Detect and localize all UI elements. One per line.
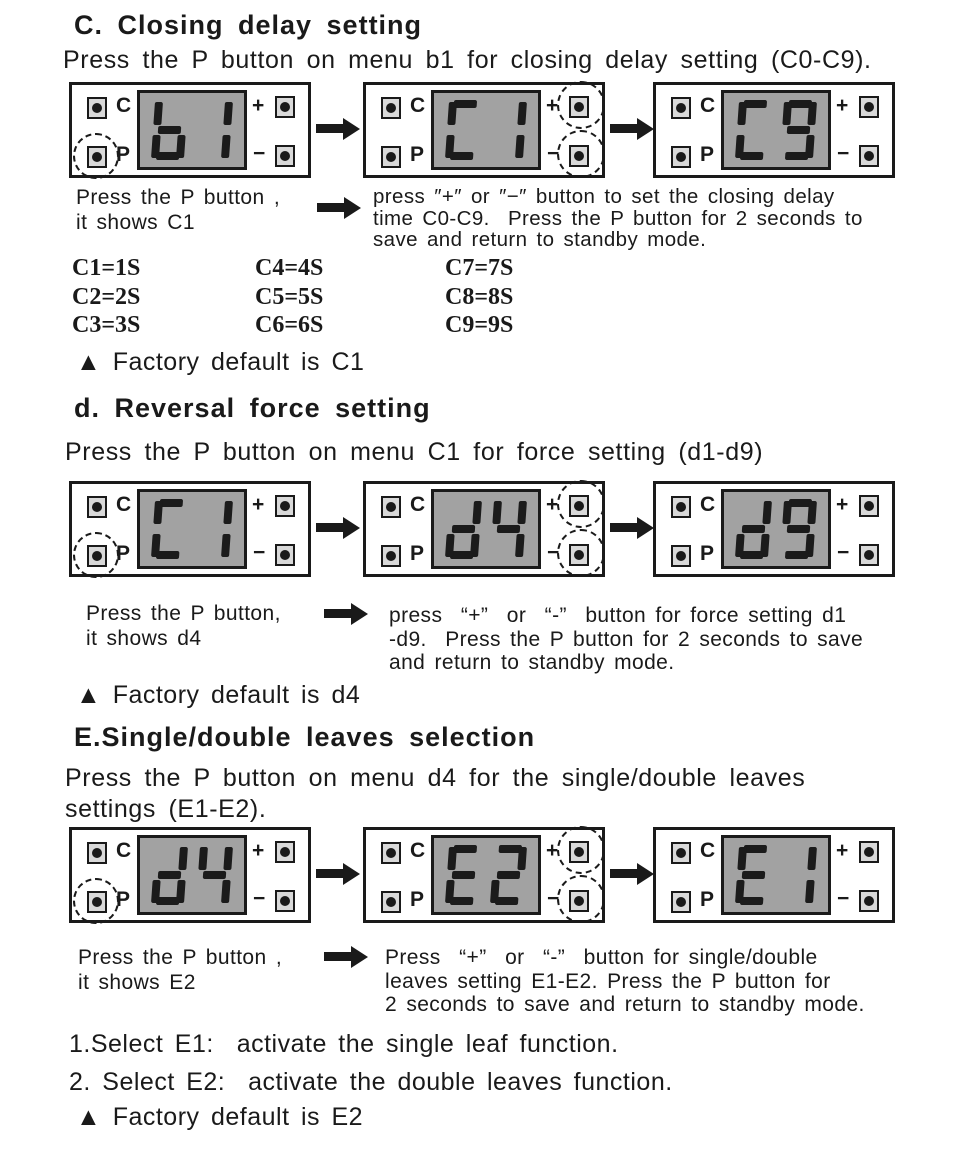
segment-e	[735, 534, 745, 557]
segment-d	[156, 152, 180, 160]
c-button-label: C	[700, 839, 716, 862]
control-panel	[363, 82, 605, 178]
section-d-heading: d. Reversal force setting	[74, 393, 431, 423]
p-button-label: P	[410, 143, 425, 166]
minus-button-label: −	[547, 142, 560, 165]
segment-a	[160, 499, 184, 507]
lcd-display	[137, 489, 247, 569]
text-line: settings (E1-E2).	[65, 795, 267, 823]
c-button-label: C	[700, 94, 716, 117]
c-button	[87, 496, 107, 518]
segment-g	[452, 525, 476, 533]
caption-arrow-icon	[324, 609, 351, 618]
minus-button-label: −	[253, 887, 266, 910]
plus-button-label: +	[836, 839, 849, 862]
segment-f	[737, 847, 747, 870]
segment-e	[151, 880, 161, 903]
segment-e	[445, 534, 455, 557]
table-column	[445, 254, 513, 340]
text-line: 2 seconds to save and return to standby mode.	[385, 993, 865, 1016]
p-button	[381, 146, 401, 168]
c-button	[381, 97, 401, 119]
segment-b	[807, 501, 817, 524]
note-select-e2: 2. Select E2: activate the double leaves function.	[69, 1068, 673, 1096]
text-line: Press the P button on menu b1 for closing delay setting (C0-C9).	[63, 46, 872, 74]
text-line: it shows d4	[86, 627, 202, 650]
caption-arrow-icon	[324, 952, 351, 961]
seven-segment-digit	[780, 499, 817, 559]
section-c-intro	[63, 45, 872, 76]
segment-b	[223, 847, 233, 870]
press-highlight-circle	[73, 133, 119, 179]
lcd-display	[431, 489, 541, 569]
p-button-label: P	[700, 888, 715, 911]
segment-d	[740, 551, 764, 559]
seven-segment-digit	[780, 100, 817, 160]
control-panel	[653, 82, 895, 178]
minus-button-label: −	[837, 541, 850, 564]
segment-g	[787, 126, 811, 134]
table-cell: C7=7S	[445, 255, 514, 281]
minus-button-label: −	[837, 142, 850, 165]
plus-button-label: +	[836, 493, 849, 516]
segment-g	[158, 126, 182, 134]
segment-c	[221, 534, 231, 557]
segment-c	[221, 880, 231, 903]
p-button-label: P	[700, 143, 715, 166]
plus-button	[275, 96, 295, 118]
segment-b	[178, 847, 188, 870]
plus-button	[859, 841, 879, 863]
segment-a	[454, 845, 478, 853]
seven-segment-digit	[490, 100, 527, 160]
segment-d	[450, 152, 474, 160]
segment-f	[153, 102, 163, 125]
seven-segment-digit	[735, 845, 772, 905]
text-line: Press the P button on menu d4 for the single/double leaves	[65, 764, 806, 792]
minus-button-label: −	[253, 142, 266, 165]
section-e-heading: E.Single/double leaves selection	[74, 722, 536, 752]
lcd-display	[721, 90, 831, 170]
table-cell: C6=6S	[255, 312, 324, 338]
flow-arrow-icon	[610, 869, 637, 878]
seven-segment-digit	[445, 100, 482, 160]
seven-segment-digit	[196, 499, 233, 559]
p-button	[381, 545, 401, 567]
segment-c	[515, 534, 525, 557]
press-highlight-circle	[557, 81, 605, 129]
segment-g	[203, 871, 227, 879]
seven-segment-digit	[445, 499, 482, 559]
plus-button	[275, 841, 295, 863]
press-highlight-circle	[557, 875, 605, 923]
c-button-label: C	[116, 839, 132, 862]
plus-button-label: +	[836, 94, 849, 117]
text-line: it shows E2	[78, 971, 196, 994]
segment-g	[497, 871, 521, 879]
text-line: and return to standby mode.	[389, 651, 675, 674]
segment-g	[497, 525, 521, 533]
segment-b	[223, 102, 233, 125]
seven-segment-digit	[196, 845, 233, 905]
caption-left-d	[86, 601, 281, 651]
factory-default-e: ▲ Factory default is E2	[76, 1103, 364, 1131]
c-button	[671, 496, 691, 518]
panel-row-e	[0, 827, 960, 923]
c-button-label: C	[410, 839, 426, 862]
segment-c	[515, 135, 525, 158]
press-highlight-circle	[557, 529, 605, 577]
p-button	[671, 891, 691, 913]
control-panel	[69, 827, 311, 923]
minus-button-label: −	[547, 541, 560, 564]
segment-d	[785, 152, 809, 160]
closing-delay-table	[72, 254, 513, 340]
segment-g	[742, 525, 766, 533]
plus-button-label: +	[252, 94, 265, 117]
press-highlight-circle	[557, 480, 605, 528]
segment-b	[223, 501, 233, 524]
table-column	[72, 254, 255, 340]
segment-d	[740, 152, 764, 160]
caption-arrow-icon	[317, 203, 344, 212]
lcd-display	[431, 90, 541, 170]
p-button-label: P	[116, 888, 131, 911]
segment-b	[517, 501, 527, 524]
lcd-display	[137, 835, 247, 915]
table-cell: C8=8S	[445, 283, 514, 310]
text-line: Press “+” or “-” button for single/double	[385, 946, 818, 969]
plus-button-label: +	[546, 839, 559, 862]
p-button-label: P	[116, 143, 131, 166]
table-cell: C3=3S	[72, 312, 141, 338]
minus-button	[275, 145, 295, 167]
seven-segment-digit	[151, 845, 188, 905]
segment-d	[785, 551, 809, 559]
table-cell: C5=5S	[255, 283, 324, 310]
segment-f	[737, 102, 747, 125]
segment-d	[156, 551, 180, 559]
p-button	[671, 545, 691, 567]
panel-row-c	[0, 82, 960, 178]
segment-d	[495, 897, 519, 905]
text-line: Press the P button on menu C1 for force setting (d1-d9)	[65, 438, 764, 466]
flow-arrow-icon	[316, 124, 343, 133]
text-line: press ″+″ or ″−″ button to set the closing delay	[373, 185, 835, 208]
minus-button-label: −	[837, 887, 850, 910]
control-panel	[363, 481, 605, 577]
control-panel	[653, 481, 895, 577]
p-button-label: P	[410, 542, 425, 565]
press-highlight-circle	[73, 532, 119, 578]
panel-row-d	[0, 481, 960, 577]
factory-default-c: ▲ Factory default is C1	[76, 348, 365, 376]
minus-button	[859, 890, 879, 912]
press-highlight-circle	[73, 878, 119, 924]
segment-c	[805, 880, 815, 903]
segment-f	[447, 102, 457, 125]
p-button	[671, 146, 691, 168]
flow-arrow-icon	[316, 523, 343, 532]
c-button-label: C	[410, 493, 426, 516]
text-line: Press the P button ,	[78, 946, 283, 969]
caption-left-e	[78, 945, 282, 995]
segment-f	[447, 847, 457, 870]
table-cell: C2=2S	[72, 283, 141, 310]
plus-button-label: +	[546, 493, 559, 516]
seven-segment-digit	[151, 499, 188, 559]
section-e-intro	[65, 763, 805, 825]
c-button	[381, 842, 401, 864]
c-button	[87, 97, 107, 119]
segment-c	[221, 135, 231, 158]
p-button-label: P	[116, 542, 131, 565]
p-button-label: P	[410, 888, 425, 911]
minus-button	[275, 890, 295, 912]
factory-default-d: ▲ Factory default is d4	[76, 681, 361, 709]
segment-d	[450, 897, 474, 905]
plus-button-label: +	[252, 493, 265, 516]
note-select-e1: 1.Select E1: activate the single leaf function.	[69, 1030, 619, 1058]
segment-b	[762, 501, 772, 524]
seven-segment-digit	[445, 845, 482, 905]
c-button	[671, 97, 691, 119]
segment-g	[742, 871, 766, 879]
segment-a	[744, 845, 768, 853]
lcd-display	[721, 835, 831, 915]
segment-b	[807, 102, 817, 125]
c-button-label: C	[116, 493, 132, 516]
table-cell: C9=9S	[445, 312, 514, 338]
text-line: leaves setting E1-E2. Press the P button for	[385, 969, 831, 993]
section-c-heading: C. Closing delay setting	[74, 10, 423, 40]
segment-f	[782, 102, 792, 125]
segment-f	[198, 847, 208, 870]
p-button-label: P	[700, 542, 715, 565]
plus-button-label: +	[252, 839, 265, 862]
lcd-display	[721, 489, 831, 569]
c-button-label: C	[410, 94, 426, 117]
lcd-display	[137, 90, 247, 170]
minus-button	[859, 544, 879, 566]
text-line: Press the P button ,	[76, 186, 281, 209]
seven-segment-digit	[151, 100, 188, 160]
segment-d	[156, 897, 180, 905]
minus-button	[859, 145, 879, 167]
flow-arrow-icon	[316, 869, 343, 878]
caption-right-d	[389, 604, 863, 675]
plus-button	[275, 495, 295, 517]
segment-f	[492, 501, 502, 524]
caption-right-c	[373, 186, 863, 251]
caption-right-e	[385, 946, 865, 1017]
c-button-label: C	[700, 493, 716, 516]
segment-b	[517, 847, 527, 870]
flow-arrow-icon	[610, 124, 637, 133]
press-highlight-circle	[557, 826, 605, 874]
seven-segment-digit	[735, 100, 772, 160]
table-cell: C4=4S	[255, 255, 324, 281]
segment-g	[452, 871, 476, 879]
minus-button	[275, 544, 295, 566]
press-highlight-circle	[557, 130, 605, 178]
minus-button-label: −	[253, 541, 266, 564]
text-line: press “+” or “-” button for force setting d1	[389, 604, 847, 627]
control-panel	[363, 827, 605, 923]
c-button	[381, 496, 401, 518]
minus-button-label: −	[547, 887, 560, 910]
seven-segment-digit	[490, 845, 527, 905]
segment-b	[517, 102, 527, 125]
segment-g	[787, 525, 811, 533]
segment-d	[450, 551, 474, 559]
plus-button-label: +	[546, 94, 559, 117]
control-panel	[69, 82, 311, 178]
segment-a	[454, 100, 478, 108]
lcd-display	[431, 835, 541, 915]
seven-segment-digit	[490, 499, 527, 559]
flow-arrow-icon	[610, 523, 637, 532]
seven-segment-digit	[196, 100, 233, 160]
section-d-intro	[65, 437, 763, 468]
segment-b	[472, 501, 482, 524]
segment-b	[807, 847, 817, 870]
c-button	[671, 842, 691, 864]
segment-g	[158, 871, 182, 879]
text-line: save and return to standby mode.	[373, 228, 707, 251]
text-line: -d9. Press the P button for 2 seconds to save	[389, 627, 864, 651]
segment-a	[744, 100, 768, 108]
caption-left-c	[76, 185, 280, 235]
seven-segment-digit	[780, 845, 817, 905]
plus-button	[859, 495, 879, 517]
c-button	[87, 842, 107, 864]
text-line: Press the P button,	[86, 602, 281, 625]
text-line: time C0-C9. Press the P button for 2 seconds to	[373, 206, 863, 230]
text-line: it shows C1	[76, 211, 195, 234]
segment-d	[740, 897, 764, 905]
control-panel	[653, 827, 895, 923]
segment-f	[782, 501, 792, 524]
c-button-label: C	[116, 94, 132, 117]
control-panel	[69, 481, 311, 577]
seven-segment-digit	[735, 499, 772, 559]
plus-button	[859, 96, 879, 118]
table-column	[255, 254, 445, 340]
table-cell: C1=1S	[72, 255, 141, 281]
segment-f	[153, 501, 163, 524]
p-button	[381, 891, 401, 913]
